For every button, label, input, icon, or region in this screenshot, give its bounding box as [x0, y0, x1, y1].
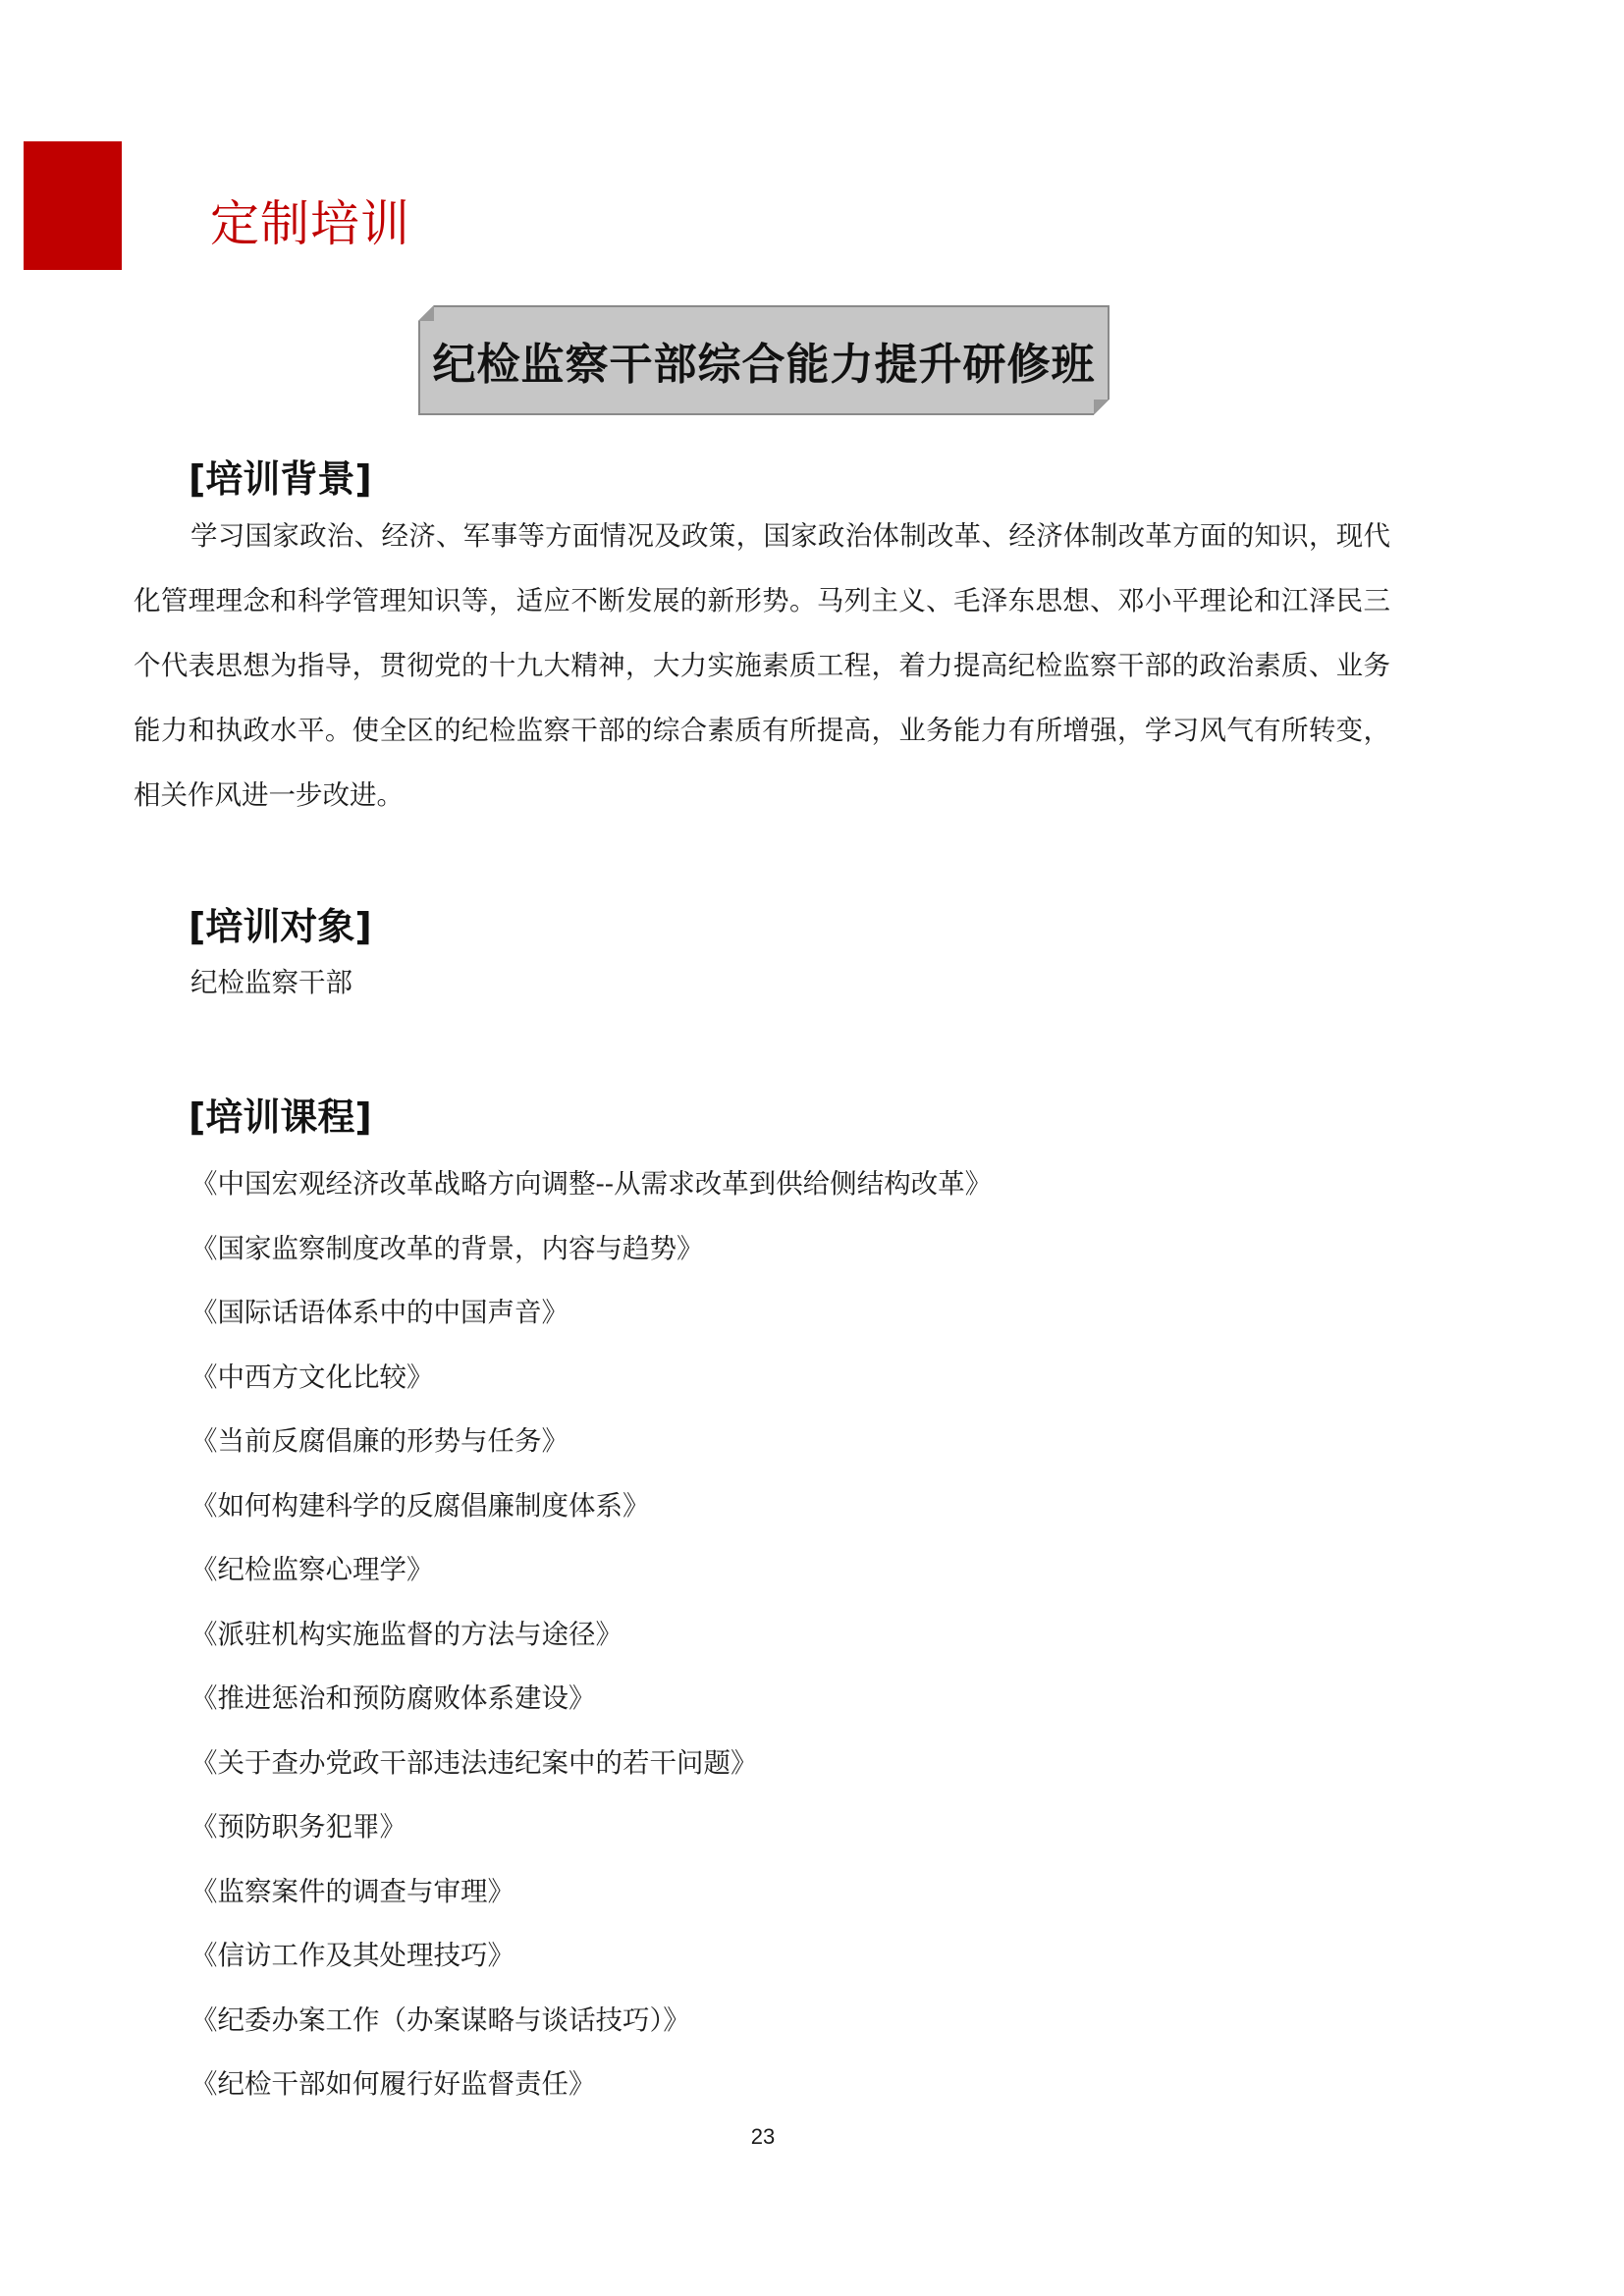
course-item: 《如何构建科学的反腐倡廉制度体系》	[190, 1489, 650, 1522]
target-audience-text: 纪检监察干部	[190, 967, 352, 998]
course-item: 《当前反腐倡廉的形势与任务》	[190, 1425, 568, 1457]
course-item: 《推进惩治和预防腐败体系建设》	[190, 1682, 596, 1714]
course-item: 《国际话语体系中的中国声音》	[190, 1297, 568, 1328]
course-item: 《预防职务犯罪》	[190, 1811, 406, 1842]
page-title: 定制培训	[210, 195, 410, 252]
page-number: 23	[750, 2124, 776, 2149]
course-item: 《关于查办党政干部违法违纪案中的若干问题》	[190, 1746, 758, 1779]
course-item: 《派驻机构实施监督的方法与途径》	[190, 1618, 623, 1650]
red-accent-block	[24, 141, 122, 270]
section-heading-courses: [培训课程]	[189, 1095, 372, 1139]
course-list	[190, 1152, 992, 2117]
course-item: 《纪委办案工作（办案谋略与谈话技巧）》	[190, 2003, 690, 2036]
section-heading-background: [培训背景]	[189, 457, 372, 501]
course-title: 纪检监察干部综合能力提升研修班	[432, 340, 1096, 390]
course-item: 《中西方文化比较》	[190, 1361, 434, 1393]
course-item: 《中国宏观经济改革战略方向调整--从需求改革到供给侧结构改革》	[190, 1168, 993, 1200]
course-item: 《监察案件的调查与审理》	[190, 1875, 514, 1907]
course-item: 《国家监察制度改革的背景，内容与趋势》	[190, 1232, 704, 1264]
background-paragraph: 学习国家政治、经济、军事等方面情况及政策，国家政治体制改革、经济体制改革方面的知识，现代化管理理念和科学管理知识等，适应不断发展的新形势。马列主义、毛泽东思想、邓小平理论和江泽民三个代表思想为指导，贯彻党的十九大精神，大力实施素质工程，着力提高纪检监察干部的政治素质、业务能力和执政水平。使全区的纪检监察干部的综合素质有所提高，业务能力有所增强，学习风气有所转变，相关作风进一步改进。	[134, 520, 1390, 811]
course-item: 《纪检干部如何履行好监督责任》	[190, 2068, 596, 2100]
section-heading-target: [培训对象]	[189, 905, 372, 948]
course-item: 《信访工作及其处理技巧》	[190, 1940, 514, 1971]
course-item: 《纪检监察心理学》	[190, 1554, 434, 1585]
